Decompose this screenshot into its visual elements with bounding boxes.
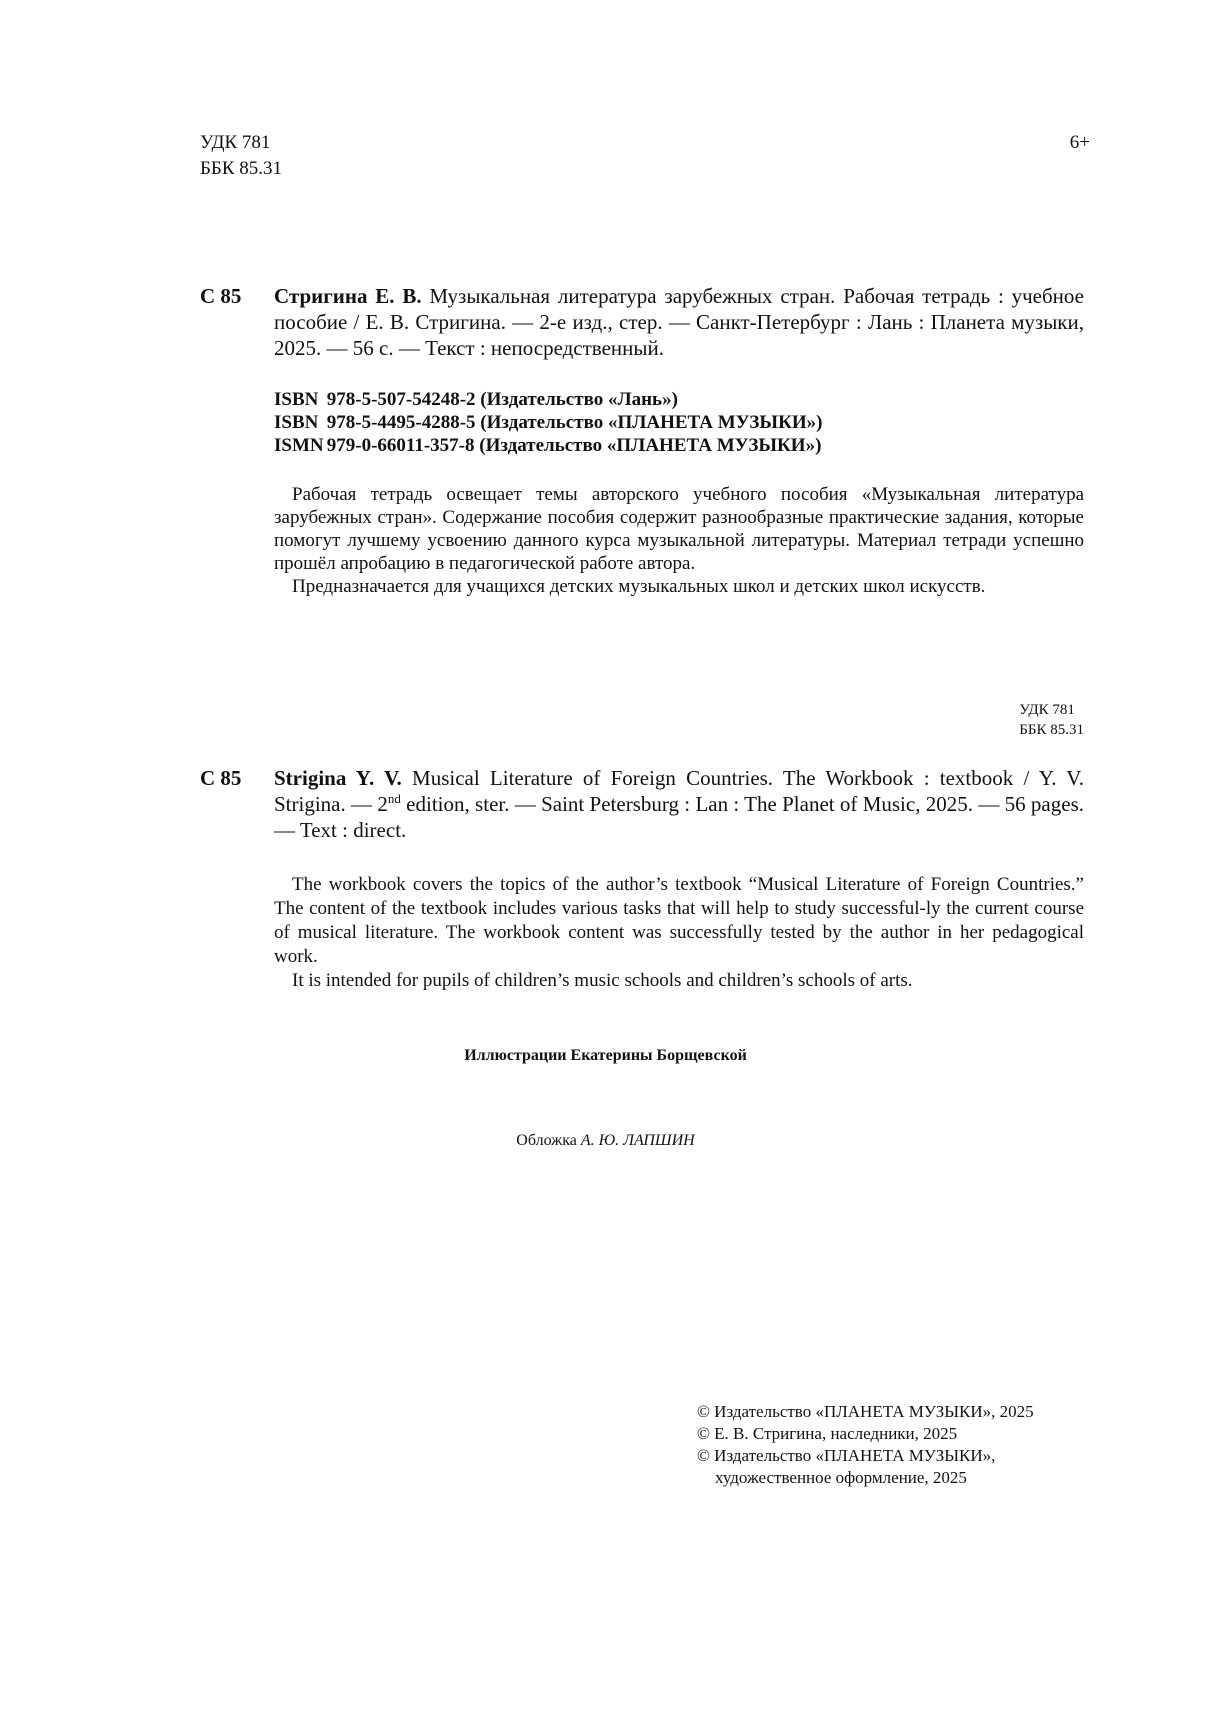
cover-designer: А. Ю. ЛАПШИН <box>580 1132 695 1149</box>
isbn-row <box>274 411 822 434</box>
description-text-ru: Музыкальная литература зарубежных стран. Рабочая тетрадь : учебное пособие / Е. В. Стригина. — 2-е изд., стер. — Санкт-Петербург : Лань : Планета музыки, 2025. — 56 с. — Текст : непосредственный. <box>274 284 1084 360</box>
annotation-ru-paragraph-1: Рабочая тетрадь освещает темы авторского учебного пособия «Музыкальная литература зарубежных стран». Содержание пособия содержит разнообразные практические задания, которые помогут лучшему усвоению данного курса музыкальной литературы. Материал тетради успешно прошёл апробацию в педагогической работе автора. <box>274 484 1084 574</box>
isbn-label: ISMN <box>274 435 324 456</box>
isbn-label: ISBN <box>274 412 319 433</box>
bibliographic-description-en <box>274 765 1084 843</box>
author-sign-en: С 85 <box>200 766 242 790</box>
isbn-value: 978-5-4495-4288-5 (Издательство «ПЛАНЕТА МУЗЫКИ») <box>326 412 823 433</box>
copyright-line: © Издательство «ПЛАНЕТА МУЗЫКИ», <box>697 1446 996 1465</box>
cover-label: Обложка <box>516 1132 577 1149</box>
author-name-en: Strigina Y. V. <box>274 766 402 790</box>
isbn-label: ISBN <box>274 389 319 410</box>
copyright-line: © Издательство «ПЛАНЕТА МУЗЫКИ», 2025 <box>697 1402 1034 1421</box>
description-text-en-1: Musical Literature of Foreign Countries. The Workbook : textbook / Y. V. Strigina. — 2 <box>274 766 1084 816</box>
annotation-en <box>274 873 1084 993</box>
annotation-en-paragraph-2: It is intended for pupils of children’s music schools and children’s schools of arts. <box>292 970 913 991</box>
author-sign-ru: С 85 <box>200 284 242 308</box>
copyright-line: © Е. В. Стригина, наследники, 2025 <box>697 1424 958 1443</box>
bbk-code: ББК 85.31 <box>200 158 282 179</box>
description-text-en-2: edition, ster. — Saint Petersburg : Lan : The Planet of Music, 2025. — 56 pages. — Text : direct. <box>274 792 1085 842</box>
udk-code-mid: УДК 781 <box>1019 702 1075 718</box>
isbn-list <box>274 388 822 457</box>
classification-mid <box>1019 700 1084 740</box>
annotation-ru-paragraph-2: Предназначается для учащихся детских музыкальных школ и детских школ искусств. <box>292 576 986 597</box>
cover-credit <box>0 1132 1211 1150</box>
age-rating: 6+ <box>1069 132 1090 153</box>
annotation-en-paragraph-1: The workbook covers the topics of the author’s textbook “Musical Literature of Foreign Countries.” The content of the textbook includes various tasks that will help to study successful-ly the current course of musical literature. The workbook content was successfully tested by the author in her pedagogical work. <box>274 874 1084 967</box>
header-classification <box>200 130 282 182</box>
isbn-row <box>274 388 822 411</box>
copyright-block <box>697 1401 1034 1489</box>
annotation-ru <box>274 483 1084 598</box>
copyright-line-continued: художественное оформление, 2025 <box>715 1468 967 1487</box>
bbk-code-mid: ББК 85.31 <box>1019 722 1084 738</box>
author-name-ru: Стригина Е. В. <box>274 284 422 308</box>
catalog-entry-ru <box>200 283 1084 361</box>
catalog-entry-en <box>200 765 1084 843</box>
isbn-value: 978-5-507-54248-2 (Издательство «Лань») <box>326 389 678 410</box>
isbn-row <box>274 434 822 457</box>
edition-ordinal-suffix: nd <box>387 791 401 806</box>
bibliographic-description-ru <box>274 283 1084 361</box>
illustrations-credit: Иллюстрации Екатерины Борщевской <box>464 1047 747 1064</box>
isbn-value: 979-0-66011-357-8 (Издательство «ПЛАНЕТА МУЗЫКИ») <box>326 435 822 456</box>
udk-code: УДК 781 <box>200 132 271 153</box>
